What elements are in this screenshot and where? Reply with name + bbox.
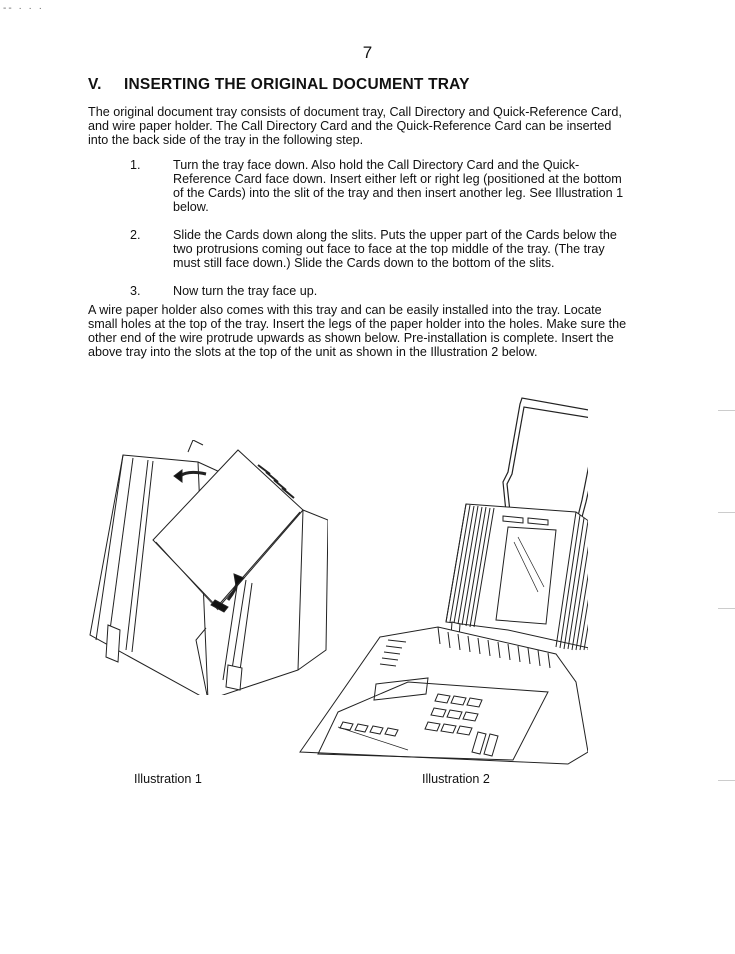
section-number: V. [88,76,102,93]
step-text: Turn the tray face down. Also hold the Call Directory Card and the Quick-Reference Card face down. Insert either left or right leg (positioned at the bottom of the Cards) into the slit of the tray and then insert another leg. See Illustration 1 below. [173,158,624,214]
illustration-1-drawing [88,440,328,695]
step-number: 3. [130,284,141,298]
section-title-text: INSERTING THE ORIGINAL DOCUMENT TRAY [124,76,470,93]
illustration-2-drawing [298,392,588,767]
page-number: 7 [362,43,373,62]
section-title [88,76,470,94]
illustration-1-caption: Illustration 1 [134,772,202,786]
edge-mark [718,410,735,411]
step-text: Slide the Cards down along the slits. Puts the upper part of the Cards below the two protrusions coming out face to face at the top middle of the tray. (The tray must still face down.) Slide the Cards down to the bottom of the slits. [173,228,617,270]
step-number: 1. [130,158,141,172]
step-text: Now turn the tray face up. [173,284,318,298]
step-item [130,284,630,298]
step-number: 2. [130,228,141,242]
intro-paragraph: The original document tray consists of document tray, Call Directory and Quick-Reference Card, and wire paper holder. The Call Directory Card and the Quick-Reference Card can be inserted into the back side of the tray in the following step. [88,105,622,147]
outro-paragraph: A wire paper holder also comes with this tray and can be easily installed into the tray. Locate small holes at the top of the tray. Insert the legs of the paper holder into the holes. Make sure the other end of the wire protrude upwards as shown below. Pre-installation is complete. Insert the above tray into the slots at the top of the unit as shown in the Illustration 2 below. [88,303,627,359]
illustration-2-caption: Illustration 2 [422,772,490,786]
step-list [130,158,630,312]
edge-mark [718,512,735,513]
corner-mark: -- · · · [3,3,44,14]
step-item [130,228,630,270]
edge-mark [718,608,735,609]
step-item [130,158,630,214]
edge-mark [718,780,735,781]
